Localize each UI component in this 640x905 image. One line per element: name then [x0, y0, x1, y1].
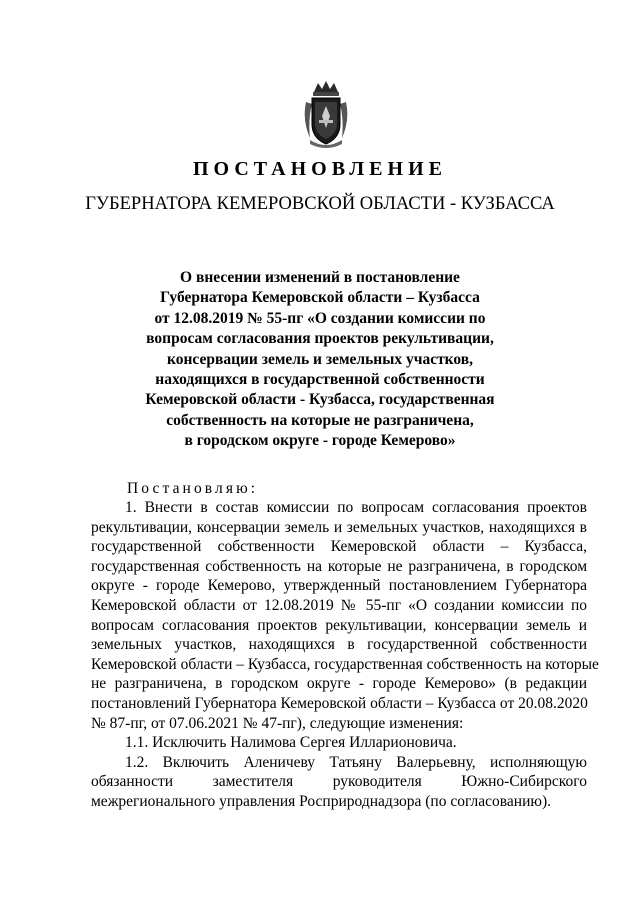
- body-line: земельных участков, находящихся в государственной собственности: [91, 636, 587, 654]
- body-line: обязанности заместителя руководителя Южно-Сибирского: [91, 773, 587, 791]
- heading-line: консервации земель и земельных участков,: [166, 350, 474, 368]
- body-line: рекультивации, консервации земель и земельных участков, находящихся в: [91, 518, 587, 536]
- body-line: 1.1. Исключить Налимова Сергея Илларионовича.: [125, 734, 457, 752]
- coat-of-arms-emblem: [300, 80, 352, 150]
- document-subtitle: ГУБЕРНАТОРА КЕМЕРОВСКОЙ ОБЛАСТИ - КУЗБАССА: [85, 194, 555, 214]
- heading-line: в городском округе - городе Кемерово»: [184, 432, 456, 450]
- body-line: 1. Внести в состав комиссии по вопросам согласования проектов: [125, 499, 587, 516]
- body-line: межрегионального управления Росприроднадзора (по согласованию).: [91, 792, 551, 810]
- body-line: № 87-пг, от 07.06.2021 № 47-пг), следующие изменения:: [91, 714, 464, 732]
- body-line: не разграничена, в городском округе - городе Кемерово» (в редакции: [91, 675, 587, 693]
- heading-line: вопросам согласования проектов рекультивации,: [146, 330, 494, 348]
- body-line: 1.2. Включить Аленичеву Татьяну Валерьевну, исполняющую: [125, 753, 587, 771]
- body-line: Кемеровской области от 12.08.2019 № 55-пг «О создании комиссии по: [91, 596, 587, 614]
- body-line: вопросам согласования проектов рекультивации, консервации земель и: [91, 616, 587, 634]
- document-body: [91, 498, 599, 812]
- document-heading: [120, 268, 520, 452]
- decree-word: Постановляю:: [127, 480, 259, 497]
- body-line: округе - городе Кемерово, утвержденный постановлением Губернатора: [91, 577, 587, 595]
- body-line: постановлений Губернатора Кемеровской области – Кузбасса от 20.08.2020: [91, 694, 588, 712]
- heading-line: О внесении изменений в постановление: [180, 269, 460, 286]
- heading-line: от 12.08.2019 № 55-пг «О создании комиссии по: [154, 309, 486, 327]
- body-line: Кемеровской области – Кузбасса, государственная собственность на которые: [91, 655, 599, 673]
- body-line: государственная собственность на которые не разграничена, в городском: [91, 557, 587, 575]
- heading-line: находящихся в государственной собственности: [155, 371, 485, 389]
- heading-line: Кемеровской области - Кузбасса, государственная: [145, 391, 495, 409]
- document-title: ПОСТАНОВЛЕНИЕ: [193, 158, 447, 180]
- body-line: государственной собственности Кемеровской области – Кузбасса,: [91, 538, 587, 556]
- heading-line: Губернатора Кемеровской области – Кузбасса: [160, 289, 480, 307]
- heading-line: собственность на которые не разграничена,: [166, 411, 474, 429]
